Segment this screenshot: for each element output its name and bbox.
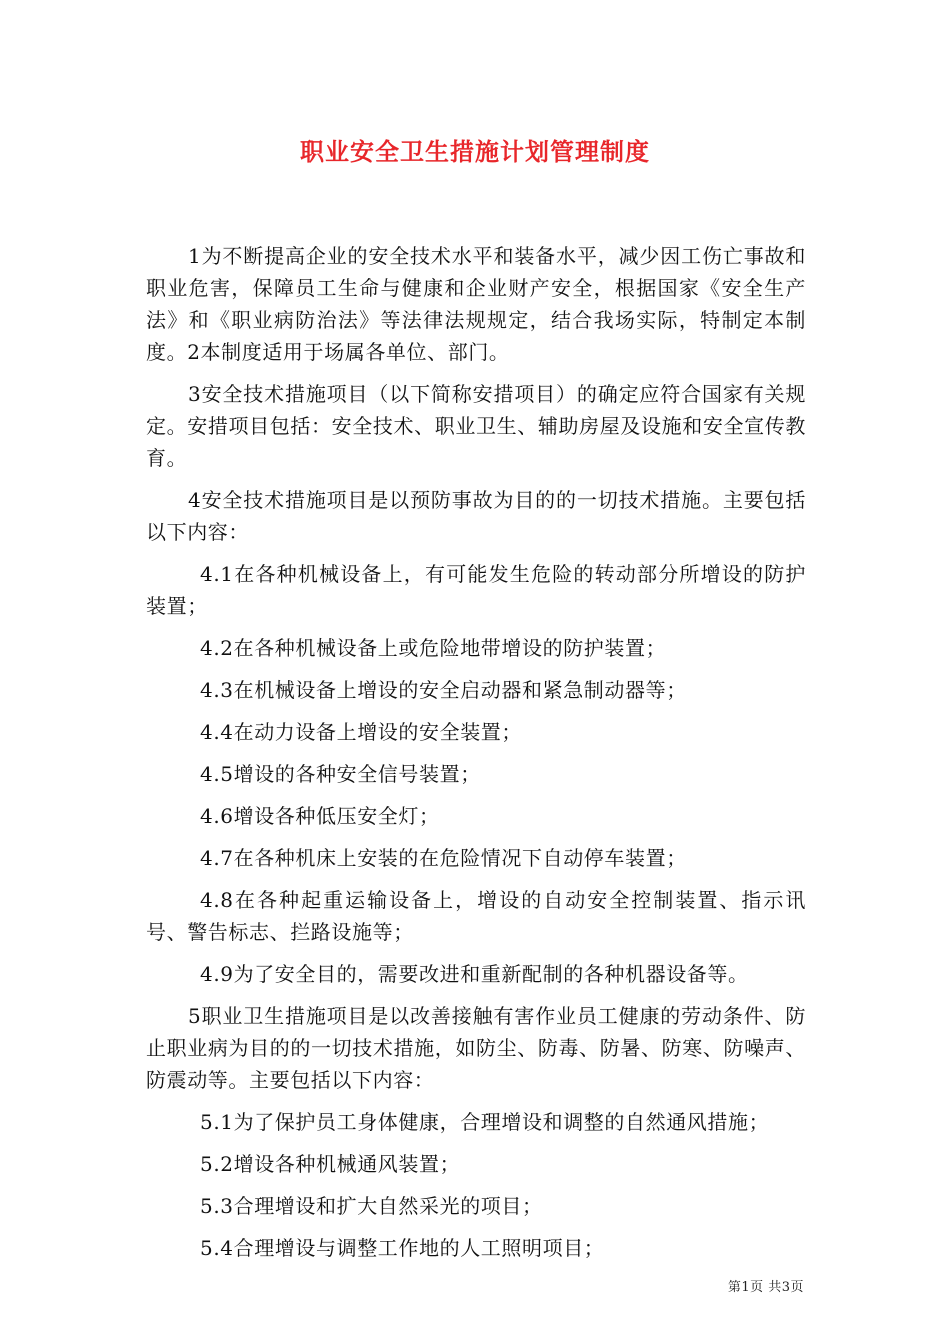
paragraph-4-1: 4.1在各种机械设备上，有可能发生危险的转动部分所增设的防护装置； [146, 562, 806, 618]
paragraph-4-3: 4.3在机械设备上增设的安全启动器和紧急制动器等； [200, 678, 687, 702]
document-title: 职业安全卫生措施计划管理制度 [300, 137, 650, 166]
paragraph-4-7: 4.7在各种机床上安装的在危险情况下自动停车装置； [200, 846, 687, 870]
paragraph-5-2: 5.2增设各种机械通风装置； [200, 1152, 461, 1176]
paragraph-4-8: 4.8在各种起重运输设备上，增设的自动安全控制装置、指示讯号、警告标志、拦路设施等； [146, 888, 806, 944]
paragraph-5-3: 5.3合理增设和扩大自然采光的项目； [200, 1194, 543, 1218]
paragraph-5-1: 5.1为了保护员工身体健康，合理增设和调整的自然通风措施； [200, 1110, 770, 1134]
paragraph-4-6: 4.6增设各种低压安全灯； [200, 804, 440, 828]
paragraph-3: 3安全技术措施项目（以下简称安措项目）的确定应符合国家有关规定。安措项目包括：安全技术、职业卫生、辅助房屋及设施和安全宣传教育。 [146, 382, 806, 470]
paragraph-4: 4安全技术措施项目是以预防事故为目的的一切技术措施。主要包括以下内容： [146, 488, 806, 544]
paragraph-4-9: 4.9为了安全目的，需要改进和重新配制的各种机器设备等。 [200, 962, 749, 986]
paragraph-4-4: 4.4在动力设备上增设的安全装置； [200, 720, 523, 744]
paragraph-5-4: 5.4合理增设与调整工作地的人工照明项目； [200, 1236, 605, 1260]
paragraph-4-5: 4.5增设的各种安全信号装置； [200, 762, 481, 786]
paragraph-5: 5职业卫生措施项目是以改善接触有害作业员工健康的劳动条件、防止职业病为目的的一切技术措施，如防尘、防毒、防暑、防寒、防噪声、防震动等。主要包括以下内容： [146, 1004, 806, 1092]
document-body [146, 240, 806, 1264]
paragraph-4-2: 4.2在各种机械设备上或危险地带增设的防护装置； [200, 636, 667, 660]
page-number: 第1页 共3页 [727, 1280, 804, 1295]
paragraph-1: 1为不断提高企业的安全技术水平和装备水平，减少因工伤亡事故和职业危害，保障员工生命与健康和企业财产安全，根据国家《安全生产法》和《职业病防治法》等法律法规规定，结合我场实际，特制定本制度。2本制度适用于场属各单位、部门。 [146, 244, 806, 364]
